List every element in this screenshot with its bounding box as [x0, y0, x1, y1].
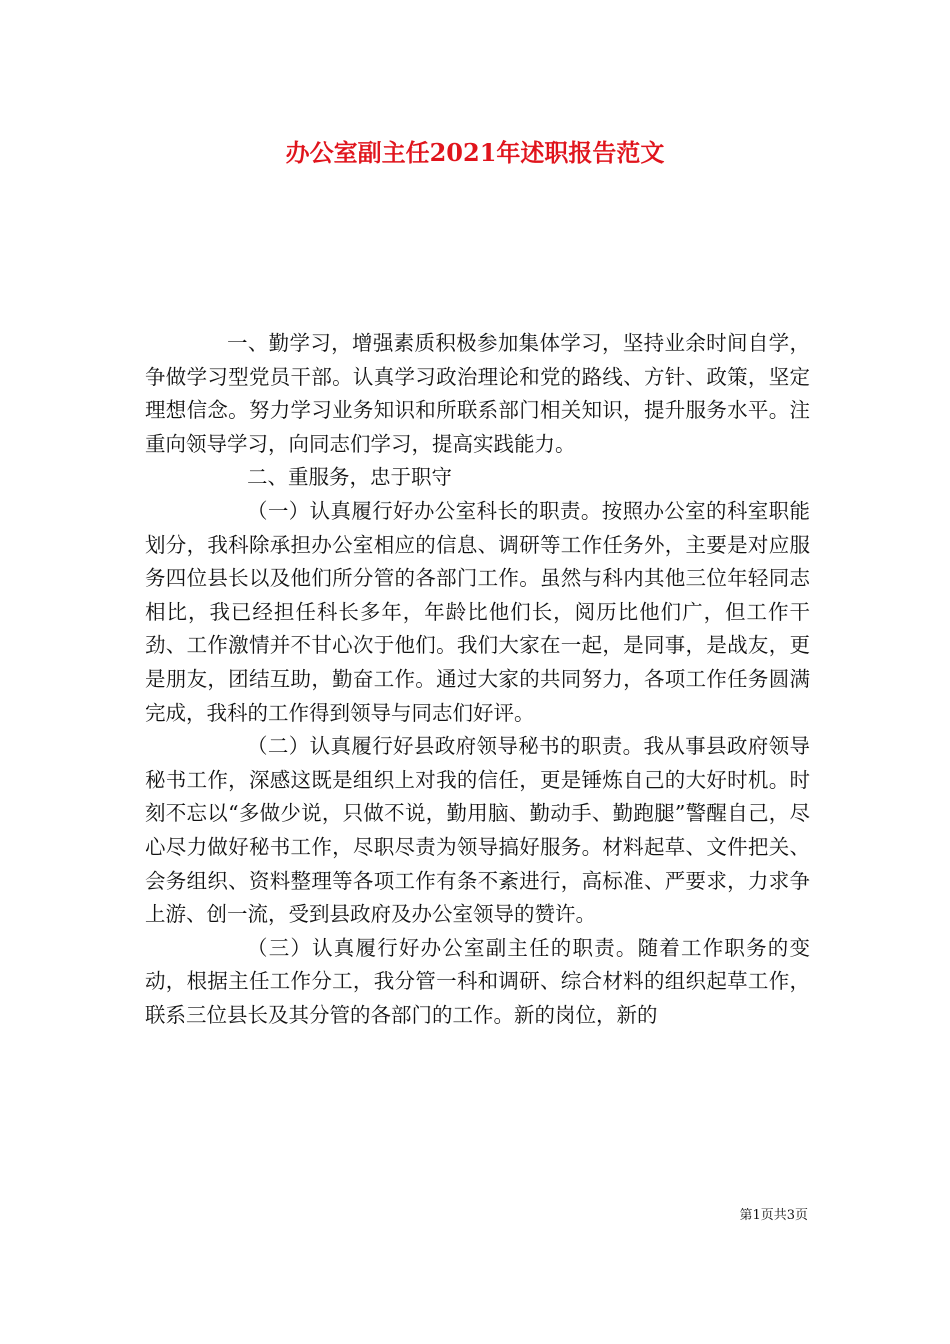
paragraph-study: 一、勤学习，增强素质积极参加集体学习，坚持业余时间自学，争做学习型党员干部。认真学习政治理论和党的路线、方针、政策，坚定理想信念。努力学习业务知识和所联系部门相关知识，提升服务水平。注重向领导学习，向同志们学习，提高实践能力。: [145, 331, 810, 456]
section-heading-service: 二、重服务，忠于职守: [247, 465, 452, 490]
paragraph-deputy-director: （三）认真履行好办公室副主任的职责。随着工作职务的变动，根据主任工作分工，我分管一科和调研、综合材料的组织起草工作，联系三位县长及其分管的各部门的工作。新的岗位，新的: [145, 935, 810, 1027]
document-title: 办公室副主任2021年述职报告范文: [285, 138, 665, 167]
paragraph-section-chief: （一）认真履行好办公室科长的职责。按照办公室的科室职能划分，我科除承担办公室相应的信息、调研等工作任务外，主要是对应服务四位县长以及他们所分管的各部门工作。虽然与科内其他三位年轻同志相比，我已经担任科长多年，年龄比他们长，阅历比他们广，但工作干劲、工作激情并不甘心次于他们。我们大家在一起，是同事，是战友，更是朋友，团结互助，勤奋工作。通过大家的共同努力，各项工作任务圆满完成，我科的工作得到领导与同志们好评。: [145, 498, 810, 725]
page-number-footer: 第1页共3页: [739, 1208, 808, 1223]
paragraph-secretary: （二）认真履行好县政府领导秘书的职责。我从事县政府领导秘书工作，深感这既是组织上对我的信任，更是锤炼自己的大好时机。时刻不忘以“多做少说，只做不说，勤用脑、勤动手、勤跑腿”警醒自己，尽心尽力做好秘书工作，尽职尽责为领导搞好服务。材料起草、文件把关、会务组织、资料整理等各项工作有条不紊进行，高标准、严要求，力求争上游、创一流，受到县政府及办公室领导的赞许。: [145, 734, 810, 927]
document-body: [145, 327, 810, 1032]
